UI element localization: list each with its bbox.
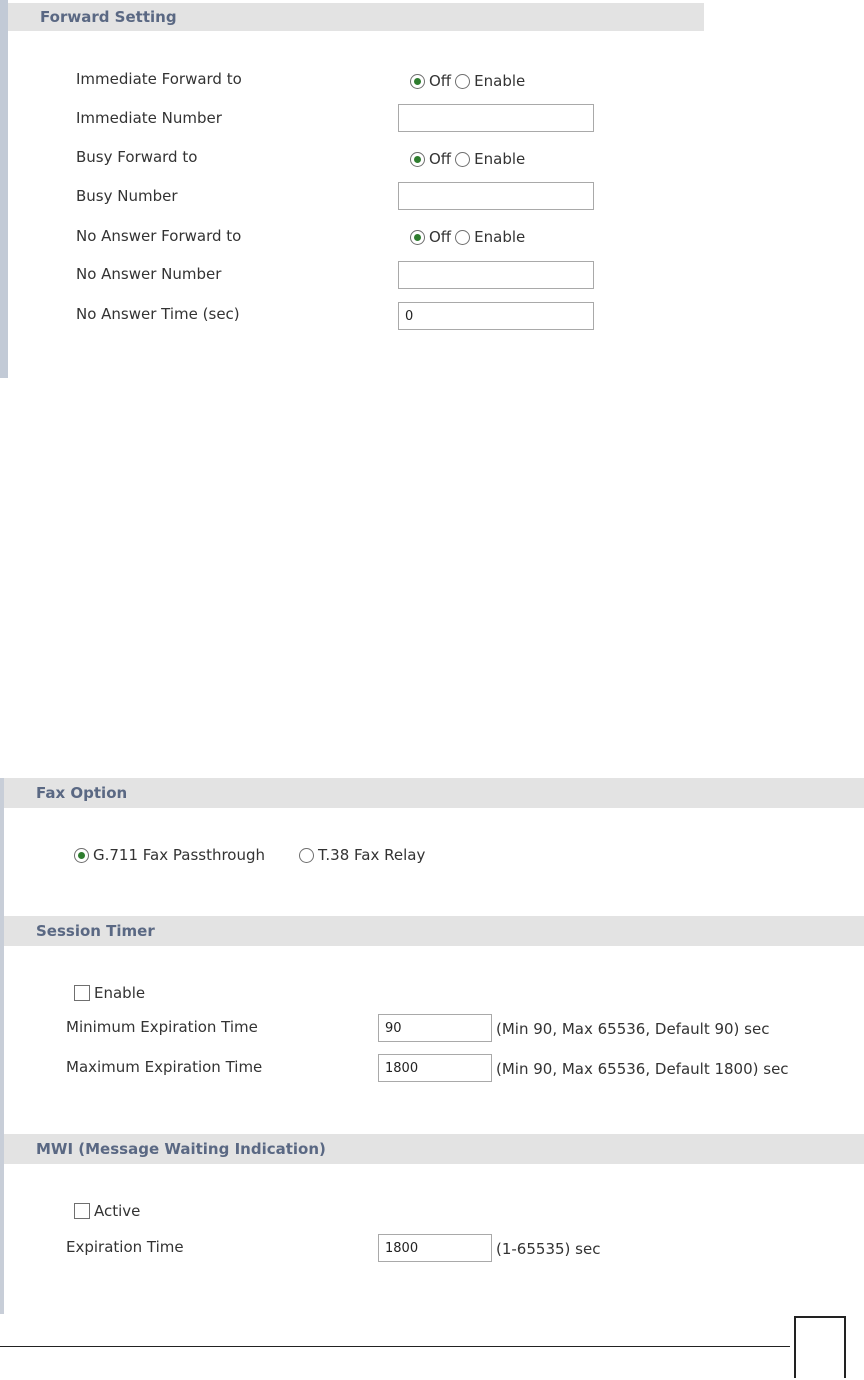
- max-expiration-hint: (Min 90, Max 65536, Default 1800) sec: [496, 1060, 789, 1078]
- no-answer-forward-enable-radio[interactable]: [455, 230, 470, 245]
- busy-number-label: Busy Number: [76, 187, 178, 205]
- fax-relay-radio[interactable]: [299, 848, 314, 863]
- max-expiration-label: Maximum Expiration Time: [66, 1058, 263, 1076]
- max-expiration-input[interactable]: [378, 1054, 492, 1082]
- mwi-active-label: Active: [94, 1202, 141, 1220]
- no-answer-time-input[interactable]: [398, 302, 594, 330]
- mwi-header: MWI (Message Waiting Indication): [4, 1134, 864, 1164]
- fax-option-header: Fax Option: [4, 778, 864, 808]
- min-expiration-label: Minimum Expiration Time: [66, 1018, 258, 1036]
- no-answer-time-label: No Answer Time (sec): [76, 305, 240, 323]
- immediate-forward-enable-label: Enable: [474, 72, 526, 90]
- min-expiration-input[interactable]: [378, 1014, 492, 1042]
- busy-forward-radio-group: [410, 150, 529, 168]
- session-timer-enable-label: Enable: [94, 984, 146, 1002]
- busy-forward-enable-radio[interactable]: [455, 152, 470, 167]
- busy-forward-label: Busy Forward to: [76, 148, 198, 166]
- busy-forward-off-radio[interactable]: [410, 152, 425, 167]
- immediate-forward-radio-group: [410, 72, 529, 90]
- footer-rule: [0, 1346, 790, 1347]
- fax-passthrough-label: G.711 Fax Passthrough: [93, 846, 266, 864]
- no-answer-number-label: No Answer Number: [76, 265, 222, 283]
- fax-passthrough-radio[interactable]: [74, 848, 89, 863]
- immediate-forward-off-label: Off: [429, 72, 452, 90]
- busy-forward-enable-label: Enable: [474, 150, 526, 168]
- no-answer-forward-radio-group: [410, 228, 529, 246]
- session-timer-header: Session Timer: [4, 916, 864, 946]
- no-answer-forward-off-radio[interactable]: [410, 230, 425, 245]
- mwi-active-checkbox[interactable]: [74, 1203, 90, 1219]
- forward-setting-header: Forward Setting: [8, 3, 704, 31]
- no-answer-number-input[interactable]: [398, 261, 594, 289]
- mwi-expiration-label: Expiration Time: [66, 1238, 184, 1256]
- mwi-expiration-hint: (1-65535) sec: [496, 1240, 601, 1258]
- fax-relay-label: T.38 Fax Relay: [318, 846, 426, 864]
- immediate-number-label: Immediate Number: [76, 109, 222, 127]
- bottom-settings-panel: [0, 778, 864, 1314]
- no-answer-forward-label: No Answer Forward to: [76, 227, 242, 245]
- min-expiration-hint: (Min 90, Max 65536, Default 90) sec: [496, 1020, 770, 1038]
- session-timer-enable-checkbox[interactable]: [74, 985, 90, 1001]
- mwi-active-row: [74, 1202, 140, 1220]
- busy-forward-off-label: Off: [429, 150, 452, 168]
- immediate-number-input[interactable]: [398, 104, 594, 132]
- busy-number-input[interactable]: [398, 182, 594, 210]
- mwi-expiration-input[interactable]: [378, 1234, 492, 1262]
- no-answer-forward-off-label: Off: [429, 228, 452, 246]
- session-timer-enable-row: [74, 984, 145, 1002]
- fax-option-radio-group: [74, 846, 429, 864]
- page-number-box: [794, 1316, 846, 1378]
- forward-setting-panel: [0, 0, 704, 378]
- immediate-forward-off-radio[interactable]: [410, 74, 425, 89]
- immediate-forward-label: Immediate Forward to: [76, 70, 242, 88]
- no-answer-forward-enable-label: Enable: [474, 228, 526, 246]
- immediate-forward-enable-radio[interactable]: [455, 74, 470, 89]
